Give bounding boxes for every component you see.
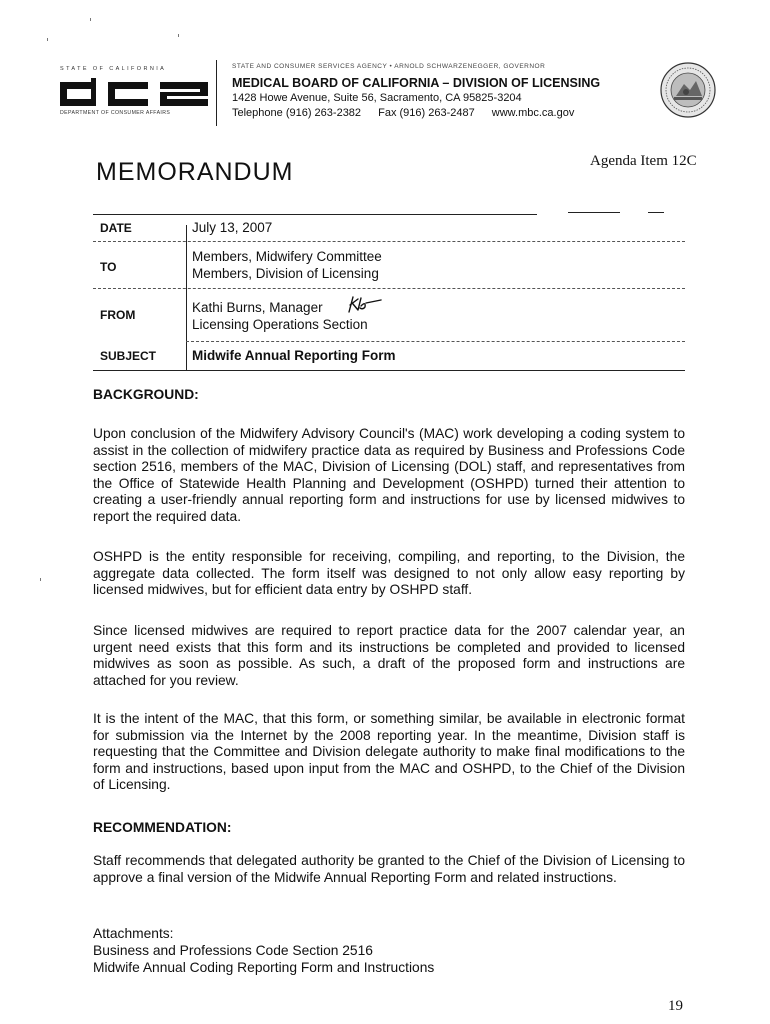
paragraph-background-1: Upon conclusion of the Midwifery Advisory Council's (MAC) work developing a coding system to assist in the collection of midwifery practice data as required by Business and Professions Code section 2516, members of the MAC, Division of Licensing (DOL) staff, and representatives from the Office of Statewide Health Planning and Development (OSHPD) turned their attention to creating a user-friendly annual reporting form and instructions for use by licensed midwives to report the required data. [93, 426, 685, 524]
paragraph-background-4: It is the intent of the MAC, that this form, or something similar, be available in electronic format for submission via the Internet by the 2008 reporting year. In the meantime, Division staff is requesting that the Committee and Division delegate authority to make final modifications to the form and instructions, based upon input from the MAC and OSHPD, to the Chief of the Division of Licensing. [93, 711, 685, 792]
background-heading: BACKGROUND: [93, 387, 199, 402]
recommendation-heading: RECOMMENDATION: [93, 820, 232, 835]
date-label: DATE [100, 221, 132, 235]
agenda-item: Agenda Item 12C [590, 153, 697, 169]
attachments-label: Attachments: [93, 926, 174, 941]
table-divider [186, 225, 187, 371]
table-rule [648, 212, 664, 213]
scan-speck [178, 34, 179, 37]
to-line-1: Members, Midwifery Committee [192, 249, 382, 264]
table-rule [186, 341, 685, 342]
subject-label: SUBJECT [100, 349, 157, 363]
table-rule [568, 212, 620, 213]
scan-speck [40, 578, 41, 581]
from-line-2: Licensing Operations Section [192, 317, 368, 332]
table-rule [93, 214, 537, 215]
date-value: July 13, 2007 [192, 220, 273, 235]
subject-value: Midwife Annual Reporting Form [192, 348, 396, 363]
logo-department: DEPARTMENT OF CONSUMER AFFAIRS [60, 110, 171, 116]
state-seal-icon [660, 62, 716, 118]
memo-title: MEMORANDUM [96, 158, 294, 186]
paragraph-recommendation: Staff recommends that delegated authority be granted to the Chief of the Division of Licensing to approve a final version of the Midwife Annual Reporting Form and related instructions. [93, 853, 685, 885]
from-label: FROM [100, 308, 136, 322]
board-name: MEDICAL BOARD OF CALIFORNIA – DIVISION OF LICENSING [232, 76, 601, 90]
to-line-2: Members, Division of Licensing [192, 266, 379, 281]
scan-speck [47, 38, 48, 41]
table-rule [93, 288, 685, 289]
table-rule [93, 241, 685, 242]
attachment-item: Midwife Annual Coding Reporting Form and Instructions [93, 960, 435, 975]
table-rule [93, 370, 685, 371]
from-line-1: Kathi Burns, Manager [192, 300, 323, 315]
agency-line: STATE AND CONSUMER SERVICES AGENCY • ARNOLD SCHWARZENEGGER, GOVERNOR [232, 63, 546, 70]
handwritten-initials [346, 294, 384, 314]
scan-speck [90, 18, 91, 21]
telephone-number: Telephone (916) 263-2382 [232, 107, 362, 119]
logo-state-line: STATE OF CALIFORNIA [60, 66, 167, 72]
page-number: 19 [668, 998, 683, 1014]
contact-line [232, 107, 588, 119]
board-address: 1428 Howe Avenue, Suite 56, Sacramento, CA 95825-3204 [232, 92, 522, 104]
paragraph-background-3: Since licensed midwives are required to report practice data for the 2007 calendar year, an urgent need exists that this form and its instructions be completed and provided to licensed midwives as soon as possible. As such, a draft of the proposed form and instructions are attached for you review. [93, 623, 685, 688]
website-link[interactable]: www.mbc.ca.gov [491, 107, 575, 119]
to-label: TO [100, 260, 117, 274]
letterhead-divider [216, 60, 217, 126]
paragraph-background-2: OSHPD is the entity responsible for receiving, compiling, and reporting, to the Division, the aggregate data collected. The form itself was designed to not only allow easy reporting by licensed midwives, but for efficient data entry by OSHPD staff. [93, 549, 685, 597]
fax-number: Fax (916) 263-2487 [378, 107, 475, 119]
dca-logo [60, 78, 210, 110]
attachment-item: Business and Professions Code Section 2516 [93, 943, 373, 958]
